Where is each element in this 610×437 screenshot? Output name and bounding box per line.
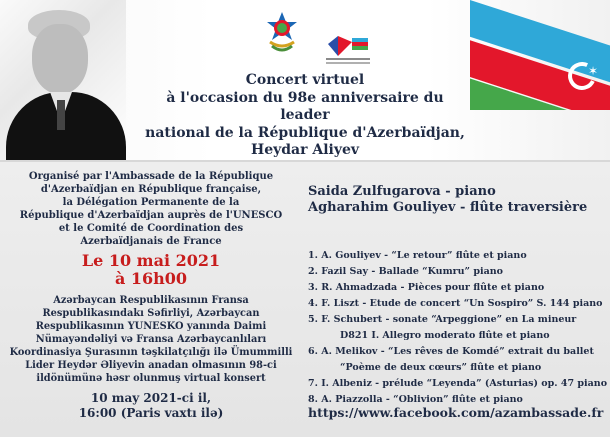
divider	[0, 160, 610, 162]
portrait-photo	[0, 0, 126, 160]
star-icon: ✶	[588, 64, 599, 78]
performer-piano: Saida Zulfugarova - piano	[308, 184, 496, 199]
az-line: Azərbaycan Respublikasının Fransa	[53, 295, 249, 306]
date-fr-time: à 16h00	[114, 269, 188, 288]
program-list	[308, 250, 608, 406]
azerbaijan-flag-icon	[470, 0, 610, 110]
organizers-line: d'Azerbaïdjan en République française,	[40, 184, 262, 195]
azerbaijan-emblem-icon	[262, 10, 302, 54]
program-item: 7. I. Albeniz - prélude “Leyenda” (Asturias) op. 47 piano	[308, 378, 608, 389]
organizers-line: et le Comité de Coordination des	[58, 223, 244, 234]
az-line: Nümayəndəliyi və Fransa Azərbaycanlıları	[35, 334, 267, 345]
program-item: 1. A. Gouliyev - “Le retour” flûte et piano	[308, 250, 527, 261]
organizers-line: Azerbaïdjanais de France	[80, 236, 222, 247]
program-item: 2. Fazil Say - Ballade “Kumru” piano	[308, 266, 503, 277]
date-az	[6, 391, 296, 421]
program-section	[308, 184, 608, 416]
title-line: à l'occasion du 98e anniversaire du leader	[166, 89, 444, 123]
date-fr	[6, 252, 296, 288]
facebook-link[interactable]: https://www.facebook.com/azambassade.fr	[308, 405, 604, 420]
program-item: 8. A. Piazzolla - “Oblivion” flûte et piano	[308, 394, 523, 405]
organizers-section	[6, 170, 296, 421]
concert-title	[140, 72, 470, 160]
organizers-line: Organisé par l'Ambassade de la République	[28, 171, 274, 182]
program-item: 6. A. Melikov - “Les rêves de Komdé” extrait du ballet	[308, 346, 594, 357]
date-az-time: 16:00 (Paris vaxtı ilə)	[78, 406, 224, 420]
title-line: national de la République d'Azerbaïdjan,	[145, 124, 465, 141]
performer-flute: Agharahim Gouliyev - flûte traversière	[308, 200, 588, 215]
portrait-face	[32, 24, 88, 94]
program-item: 5. F. Schubert - sonate “Arpeggione” en La mineur	[308, 314, 577, 325]
performers	[308, 184, 608, 216]
title-line: Concert virtuel	[245, 72, 365, 88]
az-line: Lider Heydər Əliyevin anadan olmasının 98-ci	[25, 360, 277, 371]
program-item-continuation: “Poème de deux cœurs” flûte et piano	[340, 362, 542, 373]
az-line: Respublikasının YUNESKO yanında Daimi	[35, 321, 267, 332]
az-line: Respublikasındakı Səfirliyi, Azərbaycan	[42, 308, 260, 319]
program-item: 4. F. Liszt - Etude de concert “Un Sospiro” S. 144 piano	[308, 298, 603, 309]
organizers-line: République d'Azerbaïdjan auprès de l'UNESCO	[19, 210, 283, 221]
az-line: ildönümünə həsr olunmuş virtual konsert	[36, 373, 266, 384]
program-item: 3. R. Ahmadzada - Pièces pour flûte et piano	[308, 282, 545, 293]
organizers-line: la Délégation Permanente de la	[62, 197, 240, 208]
title-line: Heydar Aliyev	[250, 142, 360, 158]
azerbaijani-text	[6, 294, 296, 385]
date-az-day: 10 may 2021-ci il,	[90, 391, 212, 405]
program-item-continuation: D821 I. Allegro moderato flûte et piano	[340, 330, 550, 341]
delegation-logo-icon	[322, 30, 374, 66]
az-line: Koordinasiya Şurasının təşkilatçılığı ilə Ümummilli	[9, 347, 293, 358]
portrait-tie	[57, 100, 65, 130]
date-fr-day: Le 10 mai 2021	[81, 251, 221, 270]
